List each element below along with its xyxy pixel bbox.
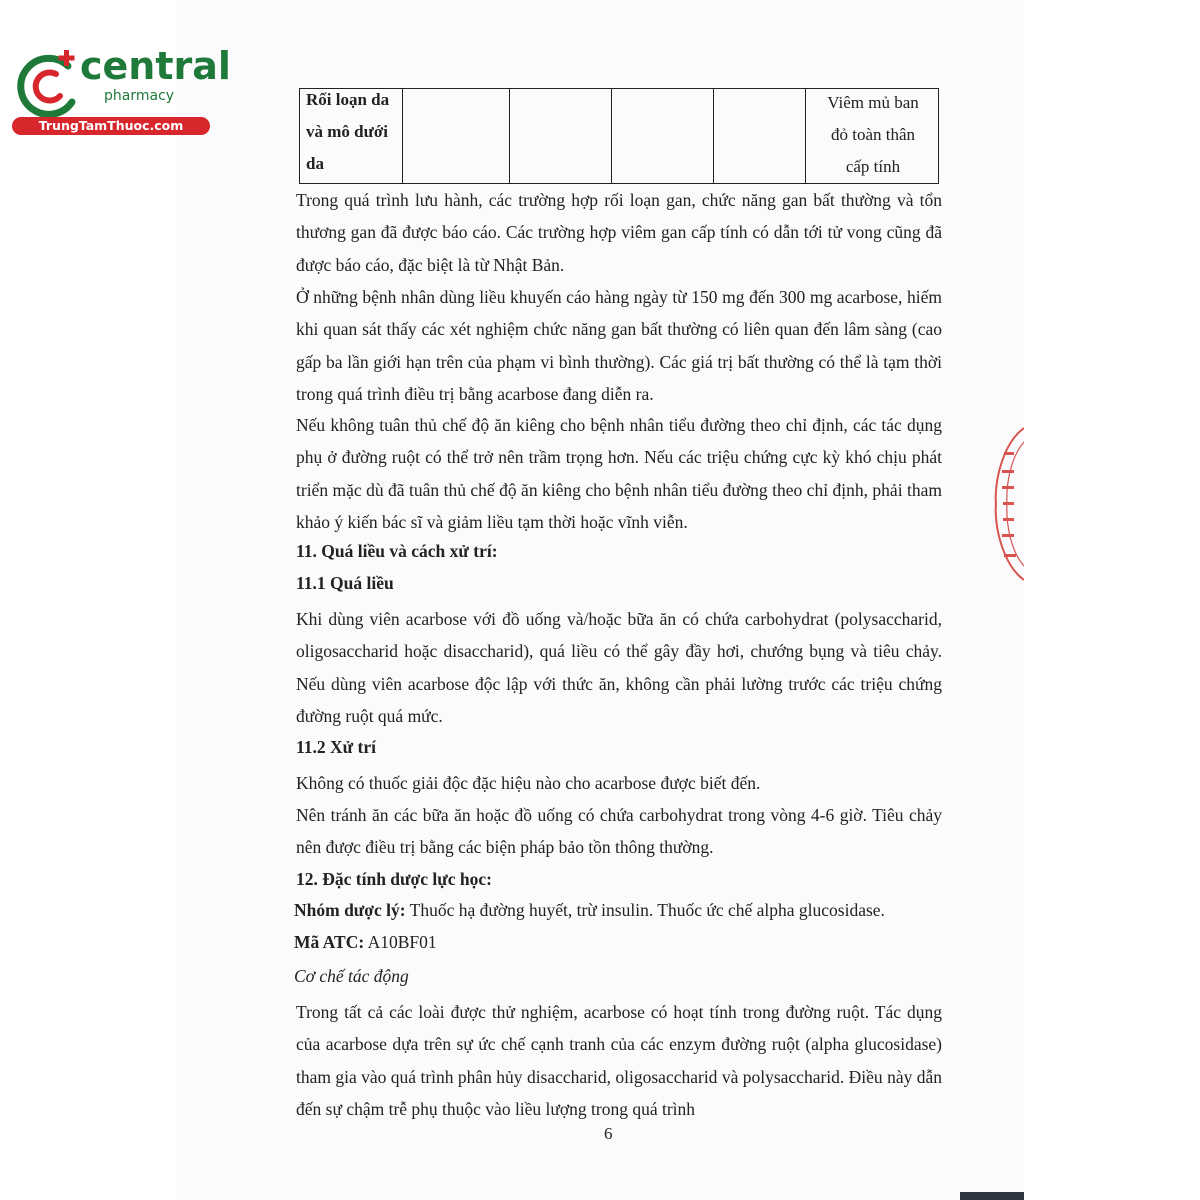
page-number: 6 — [604, 1124, 613, 1143]
right-margin — [1024, 0, 1200, 1200]
section-12-heading: 12. Đặc tính dược lực học: — [296, 869, 492, 889]
paragraph-no-antidote: Không có thuốc giải độc đặc hiệu nào cho acarbose được biết đến. — [296, 773, 761, 793]
paragraph-liver: Trong quá trình lưu hành, các trường hợp rối loạn gan, chức năng gan bất thường và tổn thương gan đã được báo cáo. Các trường hợp viêm gan cấp tính có dẫn tới tử vong cũng đã được báo cáo, đặc biệt là từ Nhật Bản. — [296, 190, 942, 275]
paragraph-dose: Ở những bệnh nhân dùng liều khuyến cáo hàng ngày từ 150 mg đến 300 mg acarbose, hiếm khi quan sát thấy các xét nghiệm chức năng gan bất thường có liên quan đến lâm sàng (cao gấp ba lần giới hạn trên của phạm vi bình thường). Các giá trị bất thường có thể là tạm thời trong quá trình điều trị bằng acarbose đang diễn ra. — [296, 287, 942, 404]
section-11-1-heading: 11.1 Quá liều — [296, 573, 394, 593]
table-row-label: Rối loạn da và mô dưới da — [306, 90, 390, 173]
paragraph-overdose: Khi dùng viên acarbose với đồ uống và/hoặc bữa ăn có chứa carbohydrat (polysaccharid, oligosaccharid hoặc disaccharid), quá liều có thể gây đầy hơi, chướng bụng và tiêu chảy. Nếu dùng viên acarbose độc lập với thức ăn, không cần phải lường trước các triệu chứng đường ruột quá mức. — [296, 609, 942, 726]
table-divider — [805, 89, 806, 183]
table-divider — [713, 89, 714, 183]
paragraph-avoid-carbs: Nên tránh ăn các bữa ăn hoặc đồ uống có chứa carbohydrat trong vòng 4-6 giờ. Tiêu chảy nên được điều trị bằng các biện pháp bảo tồn thông thường. — [296, 805, 942, 858]
red-stamp-icon — [988, 424, 1024, 584]
logo-site-banner: TrungTamThuoc.com — [12, 117, 210, 135]
paragraph-mechanism: Trong tất cả các loài được thử nghiệm, acarbose có hoạt tính trong đường ruột. Tác dụng của acarbose dựa trên sự ức chế cạnh tranh của các enzym đường ruột (alpha glucosidase) tham gia vào quá trình phân hủy disaccharid, oligosaccharid và polysaccharid. Điều này dẫn đến sự chậm trễ phụ thuộc vào liều lượng trong quá trình — [296, 1002, 942, 1119]
section-11-heading: 11. Quá liều và cách xử trí: — [296, 541, 498, 561]
scan-edge — [960, 1192, 1024, 1200]
table-divider — [402, 89, 403, 183]
table-divider — [611, 89, 612, 183]
left-margin — [0, 0, 176, 1200]
atc-code: Mã ATC: A10BF01 — [294, 932, 437, 952]
section-11-2-heading: 11.2 Xử trí — [296, 737, 377, 757]
mechanism-title: Cơ chế tác động — [294, 966, 409, 986]
logo-subtitle: pharmacy — [104, 88, 175, 104]
logo-brand: central — [80, 44, 231, 88]
table-divider — [509, 89, 510, 183]
paragraph-diet: Nếu không tuân thủ chế độ ăn kiêng cho bệnh nhân tiểu đường theo chỉ định, các tác dụng phụ ở đường ruột có thể trở nên trầm trọng hơn. Nếu các triệu chứng cực kỳ khó chịu phát triển mặc dù đã tuân thủ chế độ ăn kiêng cho bệnh nhân tiểu đường theo chỉ định, phải tham khảo ý kiến bác sĩ và giảm liều tạm thời hoặc vĩnh viễn. — [296, 415, 942, 532]
table-cell-reaction: Viêm mủ ban đỏ toàn thân cấp tính — [827, 93, 919, 176]
pharmacological-group: Nhóm dược lý: Thuốc hạ đường huyết, trừ insulin. Thuốc ức chế alpha glucosidase. — [294, 900, 885, 920]
adverse-effects-table — [299, 88, 939, 184]
